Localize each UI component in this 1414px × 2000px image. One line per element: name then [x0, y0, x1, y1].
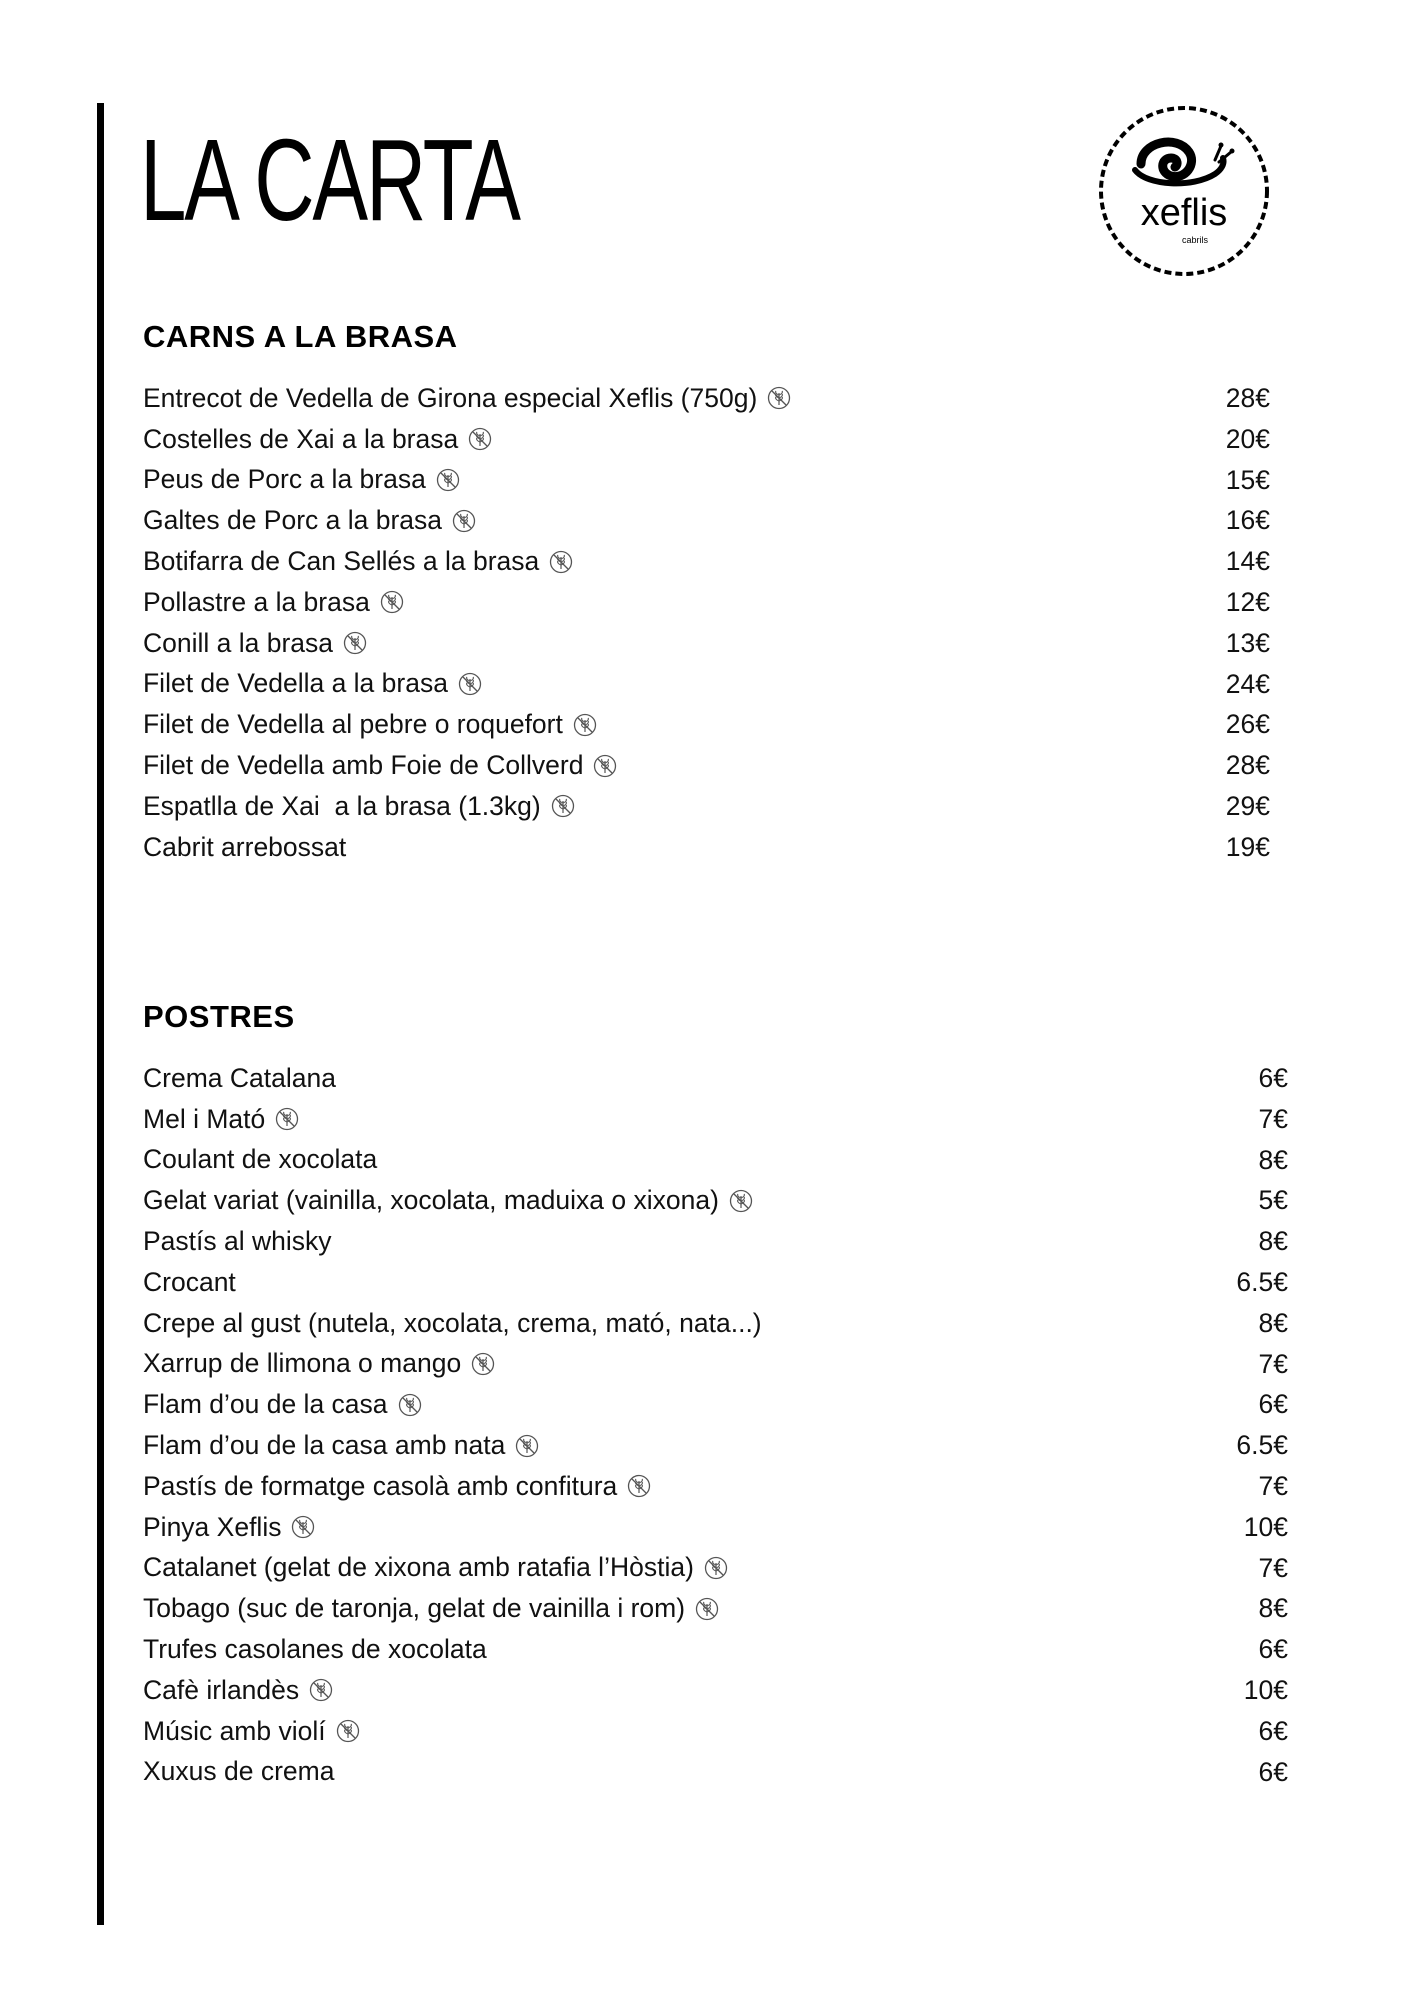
menu-item-price: 20€ — [1225, 423, 1270, 454]
gluten-free-icon — [515, 1434, 539, 1458]
menu-item-name: Botifarra de Can Sellés a la brasa — [143, 546, 540, 577]
menu-item-price: 6.5€ — [1236, 1266, 1288, 1297]
menu-item — [143, 745, 1288, 786]
menu-item-name: Crema Catalana — [143, 1062, 336, 1093]
menu-item-price: 6€ — [1258, 1634, 1288, 1665]
gluten-free-icon — [458, 672, 482, 696]
menu-item-name: Peus de Porc a la brasa — [143, 464, 426, 495]
menu-item-name: Crepe al gust (nutela, xocolata, crema, mató, nata...) — [143, 1307, 762, 1338]
gluten-free-icon — [452, 509, 476, 533]
menu-item — [143, 419, 1288, 460]
menu-item — [143, 1752, 1288, 1793]
menu-item-price: 26€ — [1225, 709, 1270, 740]
gluten-free-icon — [627, 1474, 651, 1498]
menu-item-name: Tobago (suc de taronja, gelat de vainilla i rom) — [143, 1593, 686, 1624]
menu-item — [143, 1180, 1288, 1221]
menu-item — [143, 541, 1288, 582]
menu-item — [143, 827, 1288, 868]
gluten-free-icon — [704, 1556, 728, 1580]
menu-item-name: Entrecot de Vedella de Girona especial Xeflis (750g) — [143, 382, 758, 413]
gluten-free-icon — [275, 1107, 299, 1131]
menu-item — [143, 1629, 1288, 1670]
menu-item-price: 10€ — [1243, 1674, 1288, 1705]
menu-item-price: 24€ — [1225, 668, 1270, 699]
menu-item-name: Pastís al whisky — [143, 1226, 332, 1257]
menu-item — [143, 1588, 1288, 1629]
gluten-free-icon — [767, 386, 791, 410]
menu-item-name: Flam d’ou de la casa — [143, 1389, 388, 1420]
section-title: CARNS A LA BRASA — [143, 319, 458, 354]
menu-item-price: 15€ — [1225, 464, 1270, 495]
xeflis-logo — [1097, 104, 1271, 278]
menu-item — [143, 1384, 1288, 1425]
menu-item-name: Cafè irlandès — [143, 1674, 300, 1705]
menu-item-name: Galtes de Porc a la brasa — [143, 505, 443, 536]
menu-item — [143, 1670, 1288, 1711]
gluten-free-icon — [551, 794, 575, 818]
menu-item-price: 6€ — [1258, 1063, 1288, 1093]
page-title: LA CARTA — [140, 115, 519, 245]
menu-item — [143, 1548, 1288, 1589]
menu-item-price: 8€ — [1258, 1593, 1288, 1624]
menu-item-name: Filet de Vedella amb Foie de Collverd — [143, 750, 584, 781]
menu-item-name: Filet de Vedella al pebre o roquefort — [143, 709, 563, 740]
menu-item-price: 6€ — [1258, 1389, 1288, 1420]
menu-item — [143, 1140, 1288, 1181]
gluten-free-icon — [471, 1352, 495, 1376]
logo-subtitle: cabrils — [1181, 235, 1209, 245]
gluten-free-icon — [436, 468, 460, 492]
left-accent-bar — [97, 103, 104, 1925]
gluten-free-icon — [695, 1597, 719, 1621]
menu-item — [143, 1262, 1288, 1303]
menu-item-price: 6€ — [1258, 1756, 1288, 1787]
menu-item-name: Músic amb violí — [143, 1715, 326, 1746]
menu-item — [143, 1711, 1288, 1752]
menu-item-price: 10€ — [1243, 1511, 1288, 1542]
menu-item-name: Pollastre a la brasa — [143, 586, 370, 617]
menu-item — [143, 623, 1288, 664]
gluten-free-icon — [729, 1189, 753, 1213]
menu-item-price: 7€ — [1258, 1552, 1288, 1583]
menu-item-name: Trufes casolanes de xocolata — [143, 1634, 487, 1665]
menu-item-name: Mel i Mató — [143, 1103, 266, 1134]
menu-item-name: Gelat variat (vainilla, xocolata, maduixa o xixona) — [143, 1185, 719, 1216]
menu-item-price: 7€ — [1258, 1348, 1288, 1379]
menu-item-name: Crocant — [143, 1266, 236, 1297]
gluten-free-icon — [380, 590, 404, 614]
menu-item-name: Xuxus de crema — [143, 1756, 335, 1787]
gluten-free-icon — [336, 1719, 360, 1743]
menu-items-list — [143, 1058, 1288, 1792]
menu-item — [143, 1303, 1288, 1344]
section-title: POSTRES — [143, 999, 295, 1034]
logo-name: xeflis — [1140, 192, 1228, 234]
menu-item-name: Conill a la brasa — [143, 627, 334, 658]
gluten-free-icon — [573, 713, 597, 737]
menu-item-price: 5€ — [1258, 1185, 1288, 1216]
menu-item — [143, 1344, 1288, 1385]
menu-item-name: Pinya Xeflis — [143, 1511, 282, 1542]
gluten-free-icon — [291, 1515, 315, 1539]
menu-item-name: Flam d’ou de la casa amb nata — [143, 1430, 506, 1461]
gluten-free-icon — [398, 1393, 422, 1417]
menu-item-price: 29€ — [1225, 790, 1270, 821]
menu-item-name: Espatlla de Xai a la brasa (1.3kg) — [143, 790, 541, 821]
gluten-free-icon — [309, 1678, 333, 1702]
section-postres — [143, 998, 1288, 1792]
menu-item-price: 6€ — [1258, 1715, 1288, 1746]
menu-item — [143, 500, 1288, 541]
menu-item-name: Pastís de formatge casolà amb confitura — [143, 1470, 618, 1501]
menu-item-name: Xarrup de llimona o mango — [143, 1348, 462, 1379]
menu-item-price: 7€ — [1258, 1470, 1288, 1501]
menu-item — [143, 582, 1288, 623]
menu-item-name: Costelles de Xai a la brasa — [143, 423, 459, 454]
menu-item-price: 12€ — [1225, 586, 1270, 617]
gluten-free-icon — [468, 427, 492, 451]
menu-item-name: Filet de Vedella a la brasa — [143, 668, 448, 699]
menu-item-price: 14€ — [1225, 546, 1270, 577]
menu-item-price: 7€ — [1258, 1103, 1288, 1134]
gluten-free-icon — [549, 550, 573, 574]
menu-item-price: 28€ — [1225, 750, 1270, 781]
menu-item — [143, 786, 1288, 827]
menu-item — [143, 704, 1288, 745]
menu-item — [143, 664, 1288, 705]
menu-item-price: 6.5€ — [1236, 1430, 1288, 1461]
menu-item-price: 8€ — [1258, 1307, 1288, 1338]
menu-item-name: Cabrit arrebossat — [143, 831, 347, 862]
menu-item — [143, 1466, 1288, 1507]
menu-item — [143, 1507, 1288, 1548]
menu-item — [143, 460, 1288, 501]
menu-item — [143, 1221, 1288, 1262]
menu-item-price: 8€ — [1258, 1226, 1288, 1257]
menu-items-list — [143, 378, 1288, 868]
gluten-free-icon — [343, 631, 367, 655]
section-carns-a-la-brasa — [143, 318, 1288, 868]
menu-item-price: 13€ — [1225, 627, 1270, 658]
menu-item-price: 16€ — [1225, 505, 1270, 536]
menu-item-price: 8€ — [1258, 1144, 1288, 1175]
menu-item — [143, 1425, 1288, 1466]
menu-item — [143, 1099, 1288, 1140]
menu-item-price: 28€ — [1225, 383, 1270, 413]
menu-item-name: Catalanet (gelat de xixona amb ratafia l’Hòstia) — [143, 1552, 694, 1583]
menu-item-price: 19€ — [1225, 831, 1270, 862]
menu-item — [143, 1058, 1288, 1099]
gluten-free-icon — [593, 754, 617, 778]
menu-item — [143, 378, 1288, 419]
menu-item-name: Coulant de xocolata — [143, 1144, 378, 1175]
